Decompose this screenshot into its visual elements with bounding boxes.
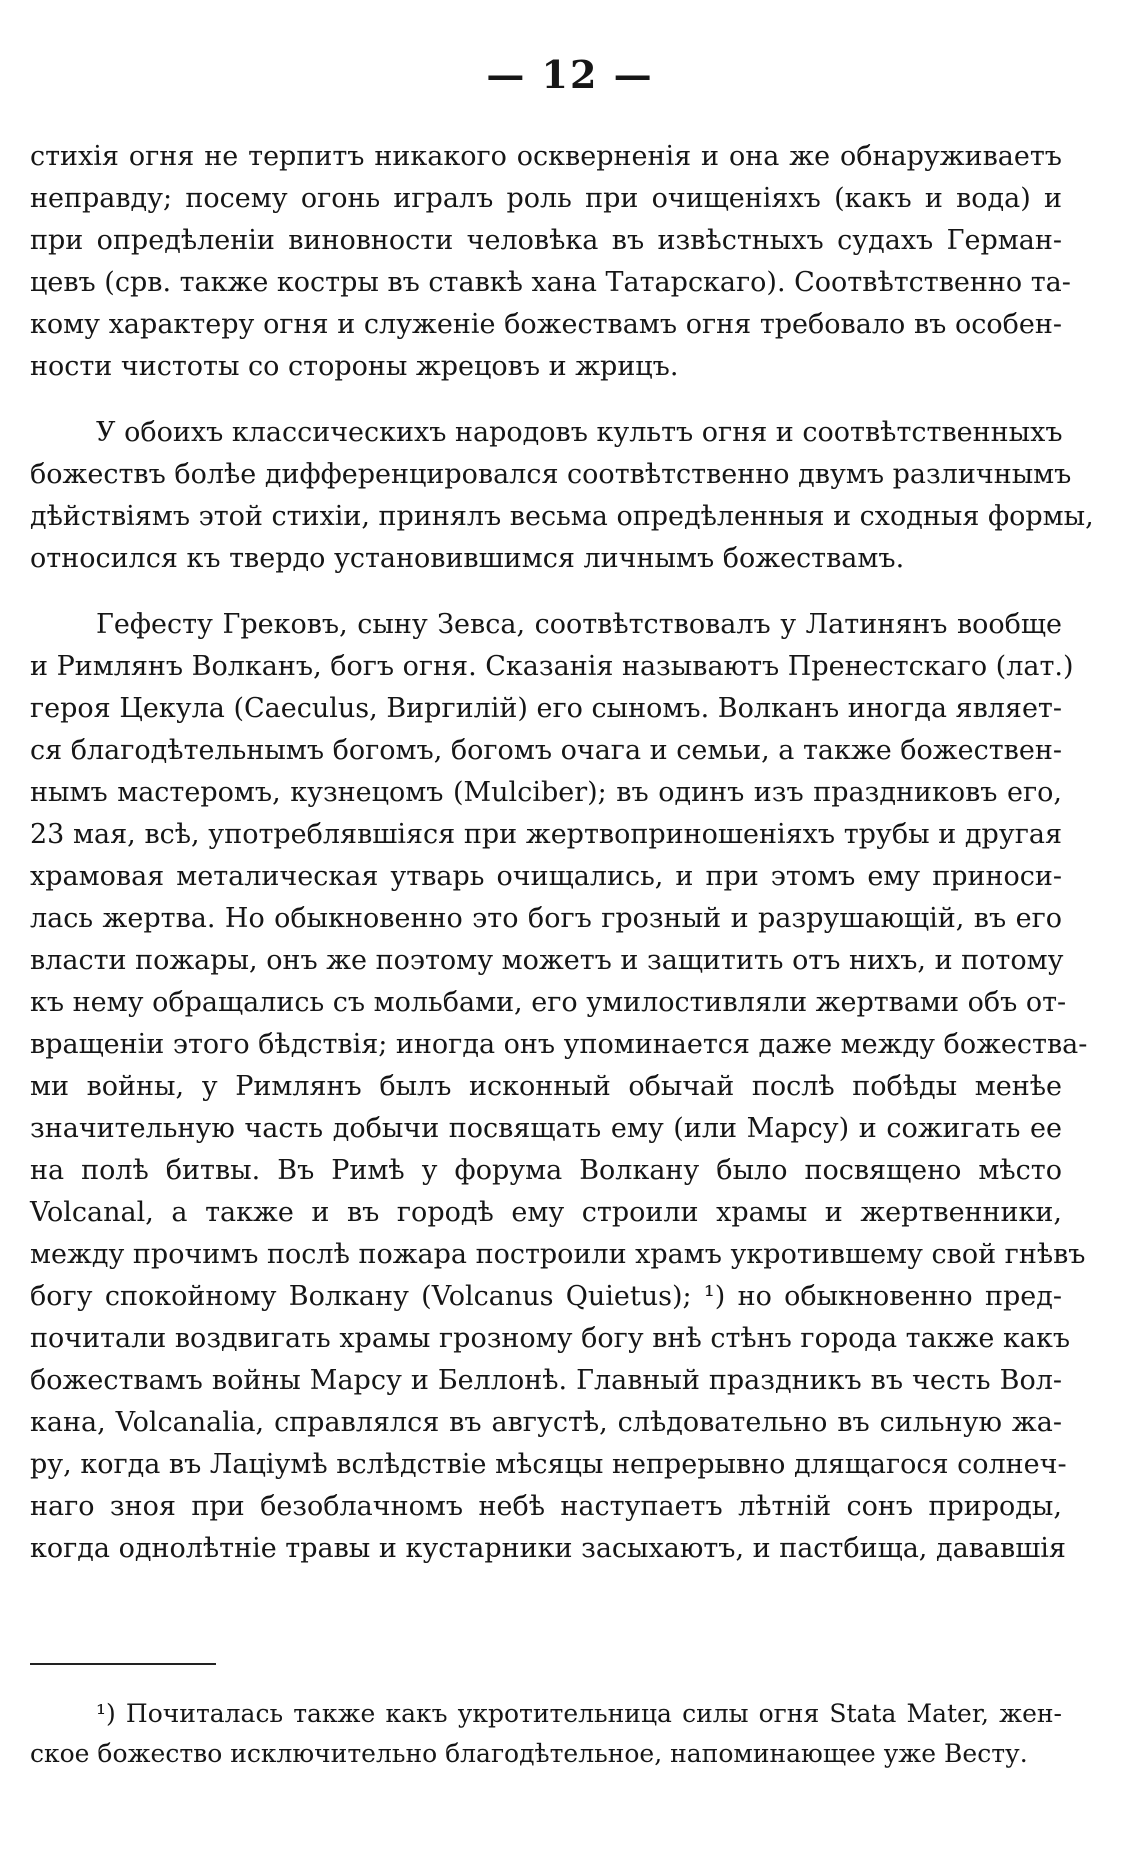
- text-line: значительную часть добычи посвящать ему (или Марсу) и сожигать ее: [30, 1113, 1062, 1144]
- text-line: къ нему обращались съ мольбами, его умилостивляли жертвами объ от-: [30, 987, 1067, 1018]
- text-line: нымъ мастеромъ, кузнецомъ (Mulciber); въ одинъ изъ праздниковъ его,: [30, 777, 1062, 808]
- footnote: [30, 1694, 1062, 1774]
- text-line: кана, Volcanalia, справлялся въ августѣ, слѣдовательно въ сильную жа-: [30, 1407, 1062, 1438]
- text-line: относился къ твердо установившимся личнымъ божествамъ.: [30, 543, 905, 574]
- paragraph-1: [30, 136, 1071, 388]
- footnote-divider: [30, 1663, 216, 1665]
- text-line: наго зноя при безоблачномъ небѣ наступаетъ лѣтній сонъ природы,: [30, 1491, 1062, 1522]
- text-line: героя Цекула (Caeculus, Виргилій) его сыномъ. Волканъ иногда являет-: [30, 693, 1062, 724]
- text-line: и Римлянъ Волканъ, богъ огня. Сказанія называютъ Пренестскаго (лат.): [30, 651, 1074, 682]
- main-text: [30, 136, 1094, 1570]
- text-line: на полѣ битвы. Въ Римѣ у форума Волкану было посвящено мѣсто: [30, 1155, 1062, 1186]
- text-line: дѣйствіямъ этой стихіи, принялъ весьма опредѣленныя и сходныя формы,: [30, 501, 1094, 532]
- page-number: — 12 —: [486, 52, 654, 97]
- text-line: Гефесту Грековъ, сыну Зевса, соотвѣтствовалъ у Латинянъ вообще: [96, 609, 1062, 640]
- text-line: Volcanal, а также и въ городѣ ему строили храмы и жертвенники,: [30, 1197, 1062, 1228]
- text-line: при опредѣленіи виновности человѣка въ извѣстныхъ судахъ Герман-: [30, 225, 1062, 256]
- text-line: ми войны, у Римлянъ былъ исконный обычай послѣ побѣды менѣе: [30, 1071, 1062, 1102]
- text-line: цевъ (срв. также костры въ ставкѣ хана Татарскаго). Соотвѣтственно та-: [30, 267, 1071, 298]
- paragraph-2: [30, 412, 1094, 580]
- text-line: У обоихъ классическихъ народовъ культъ огня и соотвѣтственныхъ: [96, 417, 1063, 448]
- text-line: ся благодѣтельнымъ богомъ, богомъ очага и семьи, а также божествен-: [30, 735, 1062, 766]
- text-line: власти пожары, онъ же поэтому можетъ и защитить отъ нихъ, и потому: [30, 945, 1064, 976]
- text-line: ру, когда въ Лаціумѣ вслѣдствіе мѣсяцы непрерывно длящагося солнеч-: [30, 1449, 1067, 1480]
- paragraph-3: [30, 604, 1088, 1570]
- paragraph-gap: [30, 388, 1062, 412]
- text-line: ности чистоты со стороны жрецовъ и жрицъ.: [30, 351, 679, 382]
- paragraph-gap: [30, 580, 1062, 604]
- text-line: почитали воздвигать храмы грозному богу внѣ стѣнъ города также какъ: [30, 1323, 1071, 1354]
- text-line: между прочимъ послѣ пожара построили храмъ укротившему свой гнѣвъ: [30, 1239, 1086, 1270]
- text-line: когда однолѣтніе травы и кустарники засыхаютъ, и пастбища, дававшія: [30, 1533, 1066, 1564]
- text-line: лась жертва. Но обыкновенно это богъ грозный и разрушающій, въ его: [30, 903, 1062, 934]
- text-line: храмовая металическая утварь очищались, и при этомъ ему приноси-: [30, 861, 1062, 892]
- text-line: неправду; посему огонь игралъ роль при очищеніяхъ (какъ и вода) и: [30, 183, 1062, 214]
- text-line: божествамъ войны Марсу и Беллонѣ. Главный праздникъ въ честь Вол-: [30, 1365, 1062, 1396]
- footnote-line: ское божество исключительно благодѣтельное, напоминающее уже Весту.: [30, 1739, 1028, 1768]
- text-line: кому характеру огня и служеніе божествамъ огня требовало въ особен-: [30, 309, 1062, 340]
- text-line: вращеніи этого бѣдствія; иногда онъ упоминается даже между божества-: [30, 1029, 1088, 1060]
- text-line: 23 мая, всѣ, употреблявшіяся при жертвоприношеніяхъ трубы и другая: [30, 819, 1062, 850]
- text-line: божествъ болѣе дифференцировался соотвѣтственно двумъ различнымъ: [30, 459, 1072, 490]
- footnote-line: ¹) Почиталась также какъ укротительница силы огня Stata Mater, жен-: [96, 1699, 1062, 1728]
- text-line: богу спокойному Волкану (Volcanus Quietus); ¹) но обыкновенно пред-: [30, 1281, 1062, 1312]
- text-line: стихія огня не терпитъ никакого оскверненія и она же обнаруживаетъ: [30, 141, 1062, 172]
